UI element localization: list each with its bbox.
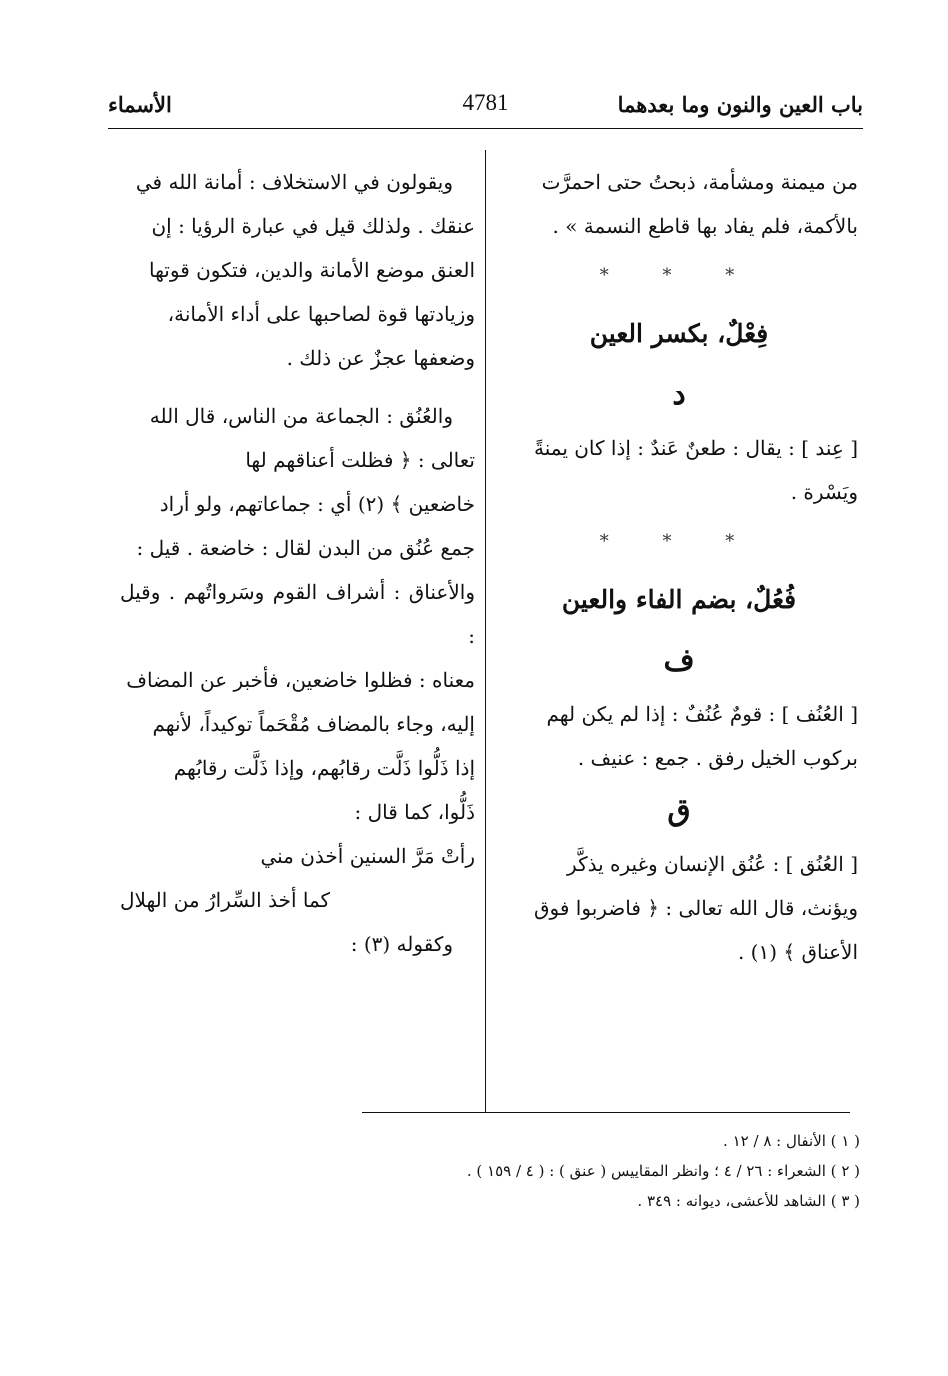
text-line: جمع عُنُق من البدن لقال : خاضعة . قيل : xyxy=(136,536,475,560)
text-line: [ عِند ] : يقال : طعنٌ عَندٌ : إذا كان يمنةً xyxy=(534,436,858,460)
letter-heading: ف xyxy=(663,643,695,678)
section-heading: فُعُلٌ، بضم الفاء والعين xyxy=(561,585,797,614)
right-column xyxy=(500,160,858,974)
footnotes xyxy=(300,1126,860,1216)
text-line: وكقوله (٣) : xyxy=(350,932,453,956)
text-line: وضعفها عجزٌ عن ذلك . xyxy=(286,346,475,370)
header-rule xyxy=(108,128,863,129)
entry-unuf xyxy=(500,692,858,780)
text-line: والأعناق : أشراف القوم وسَرواتُهم . وقيل : xyxy=(120,580,475,648)
entry-ind xyxy=(500,426,858,514)
entry-unuq xyxy=(500,842,858,974)
footnote-rule xyxy=(362,1112,850,1113)
verse-hemistich: كما أخذ السِّرارُ من الهلال xyxy=(120,888,331,912)
chapter-title: باب العين والنون وما بعدهما xyxy=(617,92,863,117)
text-line: ويؤنث، قال الله تعالى : ﴿ فاضربوا فوق xyxy=(534,896,858,920)
text-line: وزيادتها قوة لصاحبها على أداء الأمانة، xyxy=(167,302,475,326)
text-line: بركوب الخيل رفق . جمع : عنيف . xyxy=(577,746,858,770)
paragraph-jamaa xyxy=(120,394,475,834)
text-line: بالأكمة، فلم يفاد بها قاطع النسمة » . xyxy=(552,214,858,238)
verse-hemistich: رأتْ مَرَّ السنين أخذن مني xyxy=(260,844,475,868)
page-number: 4781 xyxy=(462,90,509,115)
section-separator: * * * xyxy=(599,265,759,286)
text-line: إليه، وجاء بالمضاف مُقْحَماً توكيداً، لأنهم xyxy=(152,712,475,736)
text-line: ويَسْرة . xyxy=(790,480,858,504)
footnote: ( ٣ ) الشاهد للأعشى، ديوانه : ٣٤٩ . xyxy=(637,1192,860,1210)
letter-heading: ق xyxy=(667,793,691,828)
footnote: ( ١ ) الأنفال : ٨ / ١٢ . xyxy=(723,1132,860,1150)
text-line: من ميمنة ومشأمة، ذبحتُ حتى احمرَّت xyxy=(541,170,858,194)
text-line: تعالى : ﴿ فظلت أعناقهم لها xyxy=(245,448,475,472)
text-line: العنق موضع الأمانة والدين، فتكون قوتها xyxy=(148,258,475,282)
text-line: [ العُنُف ] : قومٌ عُنُفٌ : إذا لم يكن لهم xyxy=(546,702,858,726)
text-line: الأعناق ﴾ (١) . xyxy=(737,940,858,964)
poetry-verse xyxy=(120,834,475,922)
text-line: معناه : فظلوا خاضعين، فأخبر عن المضاف xyxy=(126,668,475,692)
text-line: ويقولون في الاستخلاف : أمانة الله في xyxy=(135,170,453,194)
text-line: ذَلُّوا، كما قال : xyxy=(354,800,475,824)
section-heading: فِعْلٌ، بكسر العين xyxy=(589,319,769,348)
text-line: إذا ذَلُّوا ذَلَّت رقابُهم، وإذا ذَلَّت رقابُهم xyxy=(173,756,475,780)
left-column xyxy=(120,160,475,966)
section-separator: * * * xyxy=(599,531,759,552)
text-line: والعُنُق : الجماعة من الناس، قال الله xyxy=(149,404,453,428)
paragraph-quote xyxy=(120,922,475,966)
letter-heading: د xyxy=(672,377,686,412)
footnote: ( ٢ ) الشعراء : ٢٦ / ٤ ؛ وانظر المقاييس ( عنق ) : ( ٤ / ١٥٩ ) . xyxy=(466,1162,860,1180)
column-divider xyxy=(485,150,486,1112)
continuation-paragraph xyxy=(500,160,858,248)
text-line: عنقك . ولذلك قيل في عبارة الرؤيا : إن xyxy=(151,214,475,238)
paragraph-istikhlaf xyxy=(120,160,475,380)
section-title: الأسماء xyxy=(108,92,172,117)
page-header xyxy=(108,86,863,126)
text-line: خاضعين ﴾ (٢) أي : جماعاتهم، ولو أراد xyxy=(159,492,475,516)
text-line: [ العُنُق ] : عُنُق الإنسان وغيره يذكَّر xyxy=(567,852,858,876)
